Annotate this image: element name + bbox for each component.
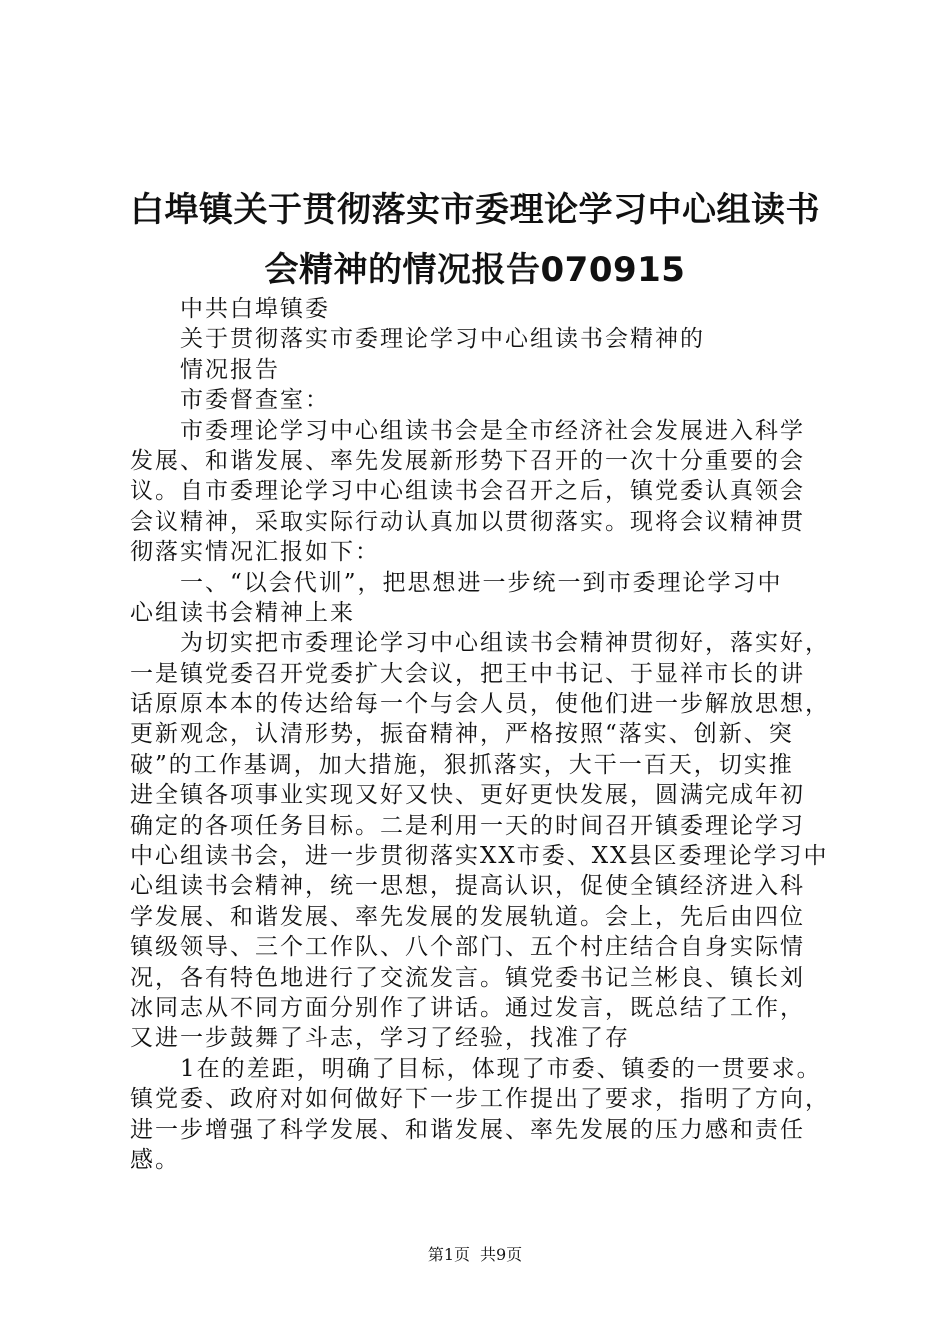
body-line: 1在的差距，明确了目标，体现了市委、镇委的一贯要求。 (180, 1055, 822, 1082)
body-line: 破”的工作基调，加大措施，狠抓落实，大干一百天，切实推 (130, 751, 794, 778)
body-line: 学发展、和谐发展、率先发展的发展轨道。会上，先后由四位 (130, 903, 805, 930)
body-line: 关于贯彻落实市委理论学习中心组读书会精神的 (180, 326, 705, 353)
title-line-1: 白埠镇关于贯彻落实市委理论学习中心组读书 (130, 190, 820, 230)
title-line-2: 会精神的情况报告070915 (264, 250, 686, 290)
body-line: 话原原本本的传达给每一个与会人员，使他们进一步解放思想， (130, 691, 830, 718)
document-title (100, 180, 850, 300)
body-line: 心组读书会精神，统一思想，提高认识，促使全镇经济进入科 (130, 873, 805, 900)
body-line: 进一步增强了科学发展、和谐发展、率先发展的压力感和责任 (130, 1116, 805, 1143)
body-line: 确定的各项任务目标。二是利用一天的时间召开镇委理论学习 (130, 812, 805, 839)
page-number: 第1页 (427, 1245, 470, 1264)
body-line: 一是镇党委召开党委扩大会议，把王中书记、于显祥市长的讲 (130, 660, 805, 687)
body-line: 彻落实情况汇报如下： (130, 539, 380, 566)
body-line: 会议精神，采取实际行动认真加以贯彻落实。现将会议精神贯 (130, 508, 805, 535)
body-line: 议。自市委理论学习中心组读书会召开之后，镇党委认真领会 (130, 478, 805, 505)
body-line: 市委督查室： (180, 387, 330, 414)
body-line: 又进一步鼓舞了斗志，学习了经验，找准了存 (130, 1025, 630, 1052)
body-line: 感。 (130, 1146, 180, 1173)
body-line: 中心组读书会，进一步贯彻落实XX市委、XX县区委理论学习中 (130, 843, 829, 870)
body-line: 镇级领导、三个工作队、八个部门、五个村庄结合自身实际情 (130, 934, 805, 961)
section-heading-line: 一、“以会代训”，把思想进一步统一到市委理论学习中 (180, 569, 783, 596)
document-body (130, 294, 830, 1175)
body-line: 情况报告 (180, 356, 280, 383)
body-line: 进全镇各项事业实现又好又快、更好更快发展，圆满完成年初 (130, 782, 805, 809)
page-footer (0, 1245, 950, 1265)
body-line: 为切实把市委理论学习中心组读书会精神贯彻好，落实好， (180, 630, 830, 657)
page-total: 共9页 (480, 1245, 523, 1264)
body-line: 发展、和谐发展、率先发展新形势下召开的一次十分重要的会 (130, 447, 805, 474)
body-line: 况，各有特色地进行了交流发言。镇党委书记兰彬良、镇长刘 (130, 964, 805, 991)
body-line: 中共白埠镇委 (180, 296, 330, 322)
body-line: 市委理论学习中心组读书会是全市经济社会发展进入科学 (180, 417, 805, 444)
section-heading-line: 心组读书会精神上来 (130, 599, 355, 626)
body-line: 更新观念，认清形势，振奋精神，严格按照“落实、创新、突 (130, 721, 794, 748)
body-line: 冰同志从不同方面分别作了讲话。通过发言，既总结了工作， (130, 994, 805, 1021)
body-line: 镇党委、政府对如何做好下一步工作提出了要求，指明了方向， (130, 1086, 830, 1113)
